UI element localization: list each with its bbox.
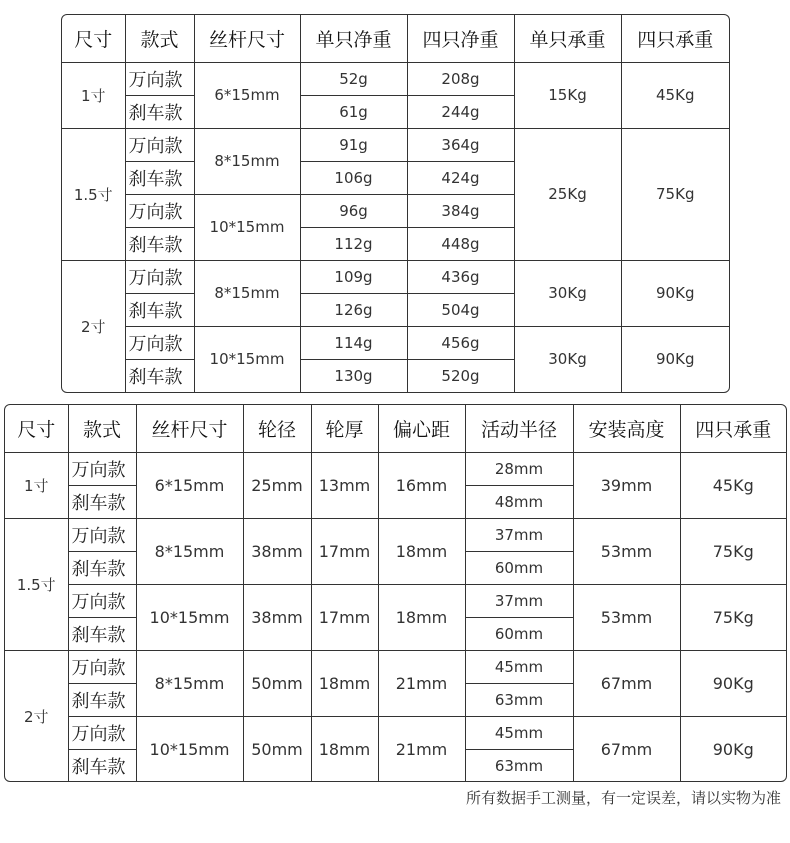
eccentric-cell: 21mm <box>378 650 465 716</box>
style-cell: 万向款 <box>125 260 194 293</box>
single-weight-cell: 126g <box>300 293 407 326</box>
header-four-load: 四只承重 <box>621 15 729 62</box>
wheel-thickness-cell: 17mm <box>311 584 378 650</box>
style-cell: 刹车款 <box>125 227 194 260</box>
style-cell: 刹车款 <box>125 161 194 194</box>
style-cell: 刹车款 <box>68 749 136 782</box>
header-install-height: 安装高度 <box>573 405 680 452</box>
four-load-cell: 75Kg <box>680 518 786 584</box>
style-cell: 刹车款 <box>125 95 194 128</box>
screw-cell: 6*15mm <box>136 452 243 518</box>
wheel-thickness-cell: 13mm <box>311 452 378 518</box>
header-screw: 丝杆尺寸 <box>136 405 243 452</box>
install-height-cell: 67mm <box>573 650 680 716</box>
wheel-thickness-cell: 17mm <box>311 518 378 584</box>
wheel-thickness-cell: 18mm <box>311 716 378 782</box>
style-cell: 刹车款 <box>68 485 136 518</box>
wheel-diameter-cell: 38mm <box>243 584 311 650</box>
radius-cell: 60mm <box>465 617 573 650</box>
eccentric-cell: 18mm <box>378 518 465 584</box>
size-cell: 1.5寸 <box>5 518 68 650</box>
disclaimer-note: 所有数据手工测量，有一定误差，请以实物为准 <box>465 789 781 807</box>
wheel-diameter-cell: 50mm <box>243 716 311 782</box>
style-cell: 万向款 <box>68 716 136 749</box>
four-load-cell: 75Kg <box>621 128 729 260</box>
single-load-cell: 30Kg <box>514 326 621 392</box>
screw-cell: 6*15mm <box>194 62 300 128</box>
header-radius: 活动半径 <box>465 405 573 452</box>
weight-table <box>61 14 730 393</box>
radius-cell: 37mm <box>465 584 573 617</box>
radius-cell: 28mm <box>465 452 573 485</box>
wheel-diameter-cell: 38mm <box>243 518 311 584</box>
install-height-cell: 67mm <box>573 716 680 782</box>
header-single-weight: 单只净重 <box>300 15 407 62</box>
four-load-cell: 90Kg <box>621 260 729 326</box>
install-height-cell: 53mm <box>573 584 680 650</box>
single-load-cell: 25Kg <box>514 128 621 260</box>
style-cell: 万向款 <box>68 518 136 551</box>
four-weight-cell: 364g <box>407 128 514 161</box>
header-wheel-diameter: 轮径 <box>243 405 311 452</box>
four-weight-cell: 208g <box>407 62 514 95</box>
radius-cell: 45mm <box>465 650 573 683</box>
radius-cell: 63mm <box>465 683 573 716</box>
radius-cell: 63mm <box>465 749 573 782</box>
four-weight-cell: 456g <box>407 326 514 359</box>
header-eccentric: 偏心距 <box>378 405 465 452</box>
four-weight-cell: 384g <box>407 194 514 227</box>
header-style: 款式 <box>68 405 136 452</box>
four-weight-cell: 244g <box>407 95 514 128</box>
style-cell: 刹车款 <box>68 551 136 584</box>
single-load-cell: 30Kg <box>514 260 621 326</box>
single-weight-cell: 112g <box>300 227 407 260</box>
screw-cell: 10*15mm <box>136 716 243 782</box>
header-style: 款式 <box>125 15 194 62</box>
radius-cell: 48mm <box>465 485 573 518</box>
four-weight-cell: 520g <box>407 359 514 392</box>
dimension-table <box>4 404 787 782</box>
header-size: 尺寸 <box>5 405 68 452</box>
size-cell: 1.5寸 <box>62 128 125 260</box>
style-cell: 万向款 <box>68 650 136 683</box>
style-cell: 刹车款 <box>68 683 136 716</box>
style-cell: 刹车款 <box>125 359 194 392</box>
style-cell: 万向款 <box>125 194 194 227</box>
style-cell: 万向款 <box>125 128 194 161</box>
single-weight-cell: 52g <box>300 62 407 95</box>
header-single-load: 单只承重 <box>514 15 621 62</box>
header-size: 尺寸 <box>62 15 125 62</box>
four-load-cell: 45Kg <box>680 452 786 518</box>
radius-cell: 60mm <box>465 551 573 584</box>
style-cell: 万向款 <box>125 62 194 95</box>
size-cell: 1寸 <box>62 62 125 128</box>
eccentric-cell: 21mm <box>378 716 465 782</box>
radius-cell: 37mm <box>465 518 573 551</box>
style-cell: 刹车款 <box>68 617 136 650</box>
screw-cell: 8*15mm <box>194 260 300 326</box>
wheel-diameter-cell: 25mm <box>243 452 311 518</box>
four-weight-cell: 436g <box>407 260 514 293</box>
header-four-weight: 四只净重 <box>407 15 514 62</box>
single-weight-cell: 106g <box>300 161 407 194</box>
install-height-cell: 53mm <box>573 518 680 584</box>
four-weight-cell: 424g <box>407 161 514 194</box>
size-cell: 1寸 <box>5 452 68 518</box>
single-weight-cell: 61g <box>300 95 407 128</box>
style-cell: 万向款 <box>68 584 136 617</box>
screw-cell: 10*15mm <box>194 326 300 392</box>
size-cell: 2寸 <box>5 650 68 782</box>
screw-cell: 8*15mm <box>136 650 243 716</box>
single-weight-cell: 130g <box>300 359 407 392</box>
eccentric-cell: 18mm <box>378 584 465 650</box>
style-cell: 万向款 <box>68 452 136 485</box>
screw-cell: 8*15mm <box>194 128 300 194</box>
four-load-cell: 90Kg <box>680 650 786 716</box>
four-load-cell: 75Kg <box>680 584 786 650</box>
single-weight-cell: 96g <box>300 194 407 227</box>
eccentric-cell: 16mm <box>378 452 465 518</box>
screw-cell: 10*15mm <box>136 584 243 650</box>
screw-cell: 10*15mm <box>194 194 300 260</box>
header-wheel-thickness: 轮厚 <box>311 405 378 452</box>
single-weight-cell: 109g <box>300 260 407 293</box>
four-weight-cell: 504g <box>407 293 514 326</box>
header-four-load: 四只承重 <box>680 405 786 452</box>
wheel-diameter-cell: 50mm <box>243 650 311 716</box>
single-weight-cell: 114g <box>300 326 407 359</box>
wheel-thickness-cell: 18mm <box>311 650 378 716</box>
style-cell: 万向款 <box>125 326 194 359</box>
four-load-cell: 90Kg <box>621 326 729 392</box>
four-load-cell: 45Kg <box>621 62 729 128</box>
single-load-cell: 15Kg <box>514 62 621 128</box>
install-height-cell: 39mm <box>573 452 680 518</box>
header-screw: 丝杆尺寸 <box>194 15 300 62</box>
single-weight-cell: 91g <box>300 128 407 161</box>
four-load-cell: 90Kg <box>680 716 786 782</box>
style-cell: 刹车款 <box>125 293 194 326</box>
screw-cell: 8*15mm <box>136 518 243 584</box>
size-cell: 2寸 <box>62 260 125 392</box>
radius-cell: 45mm <box>465 716 573 749</box>
four-weight-cell: 448g <box>407 227 514 260</box>
